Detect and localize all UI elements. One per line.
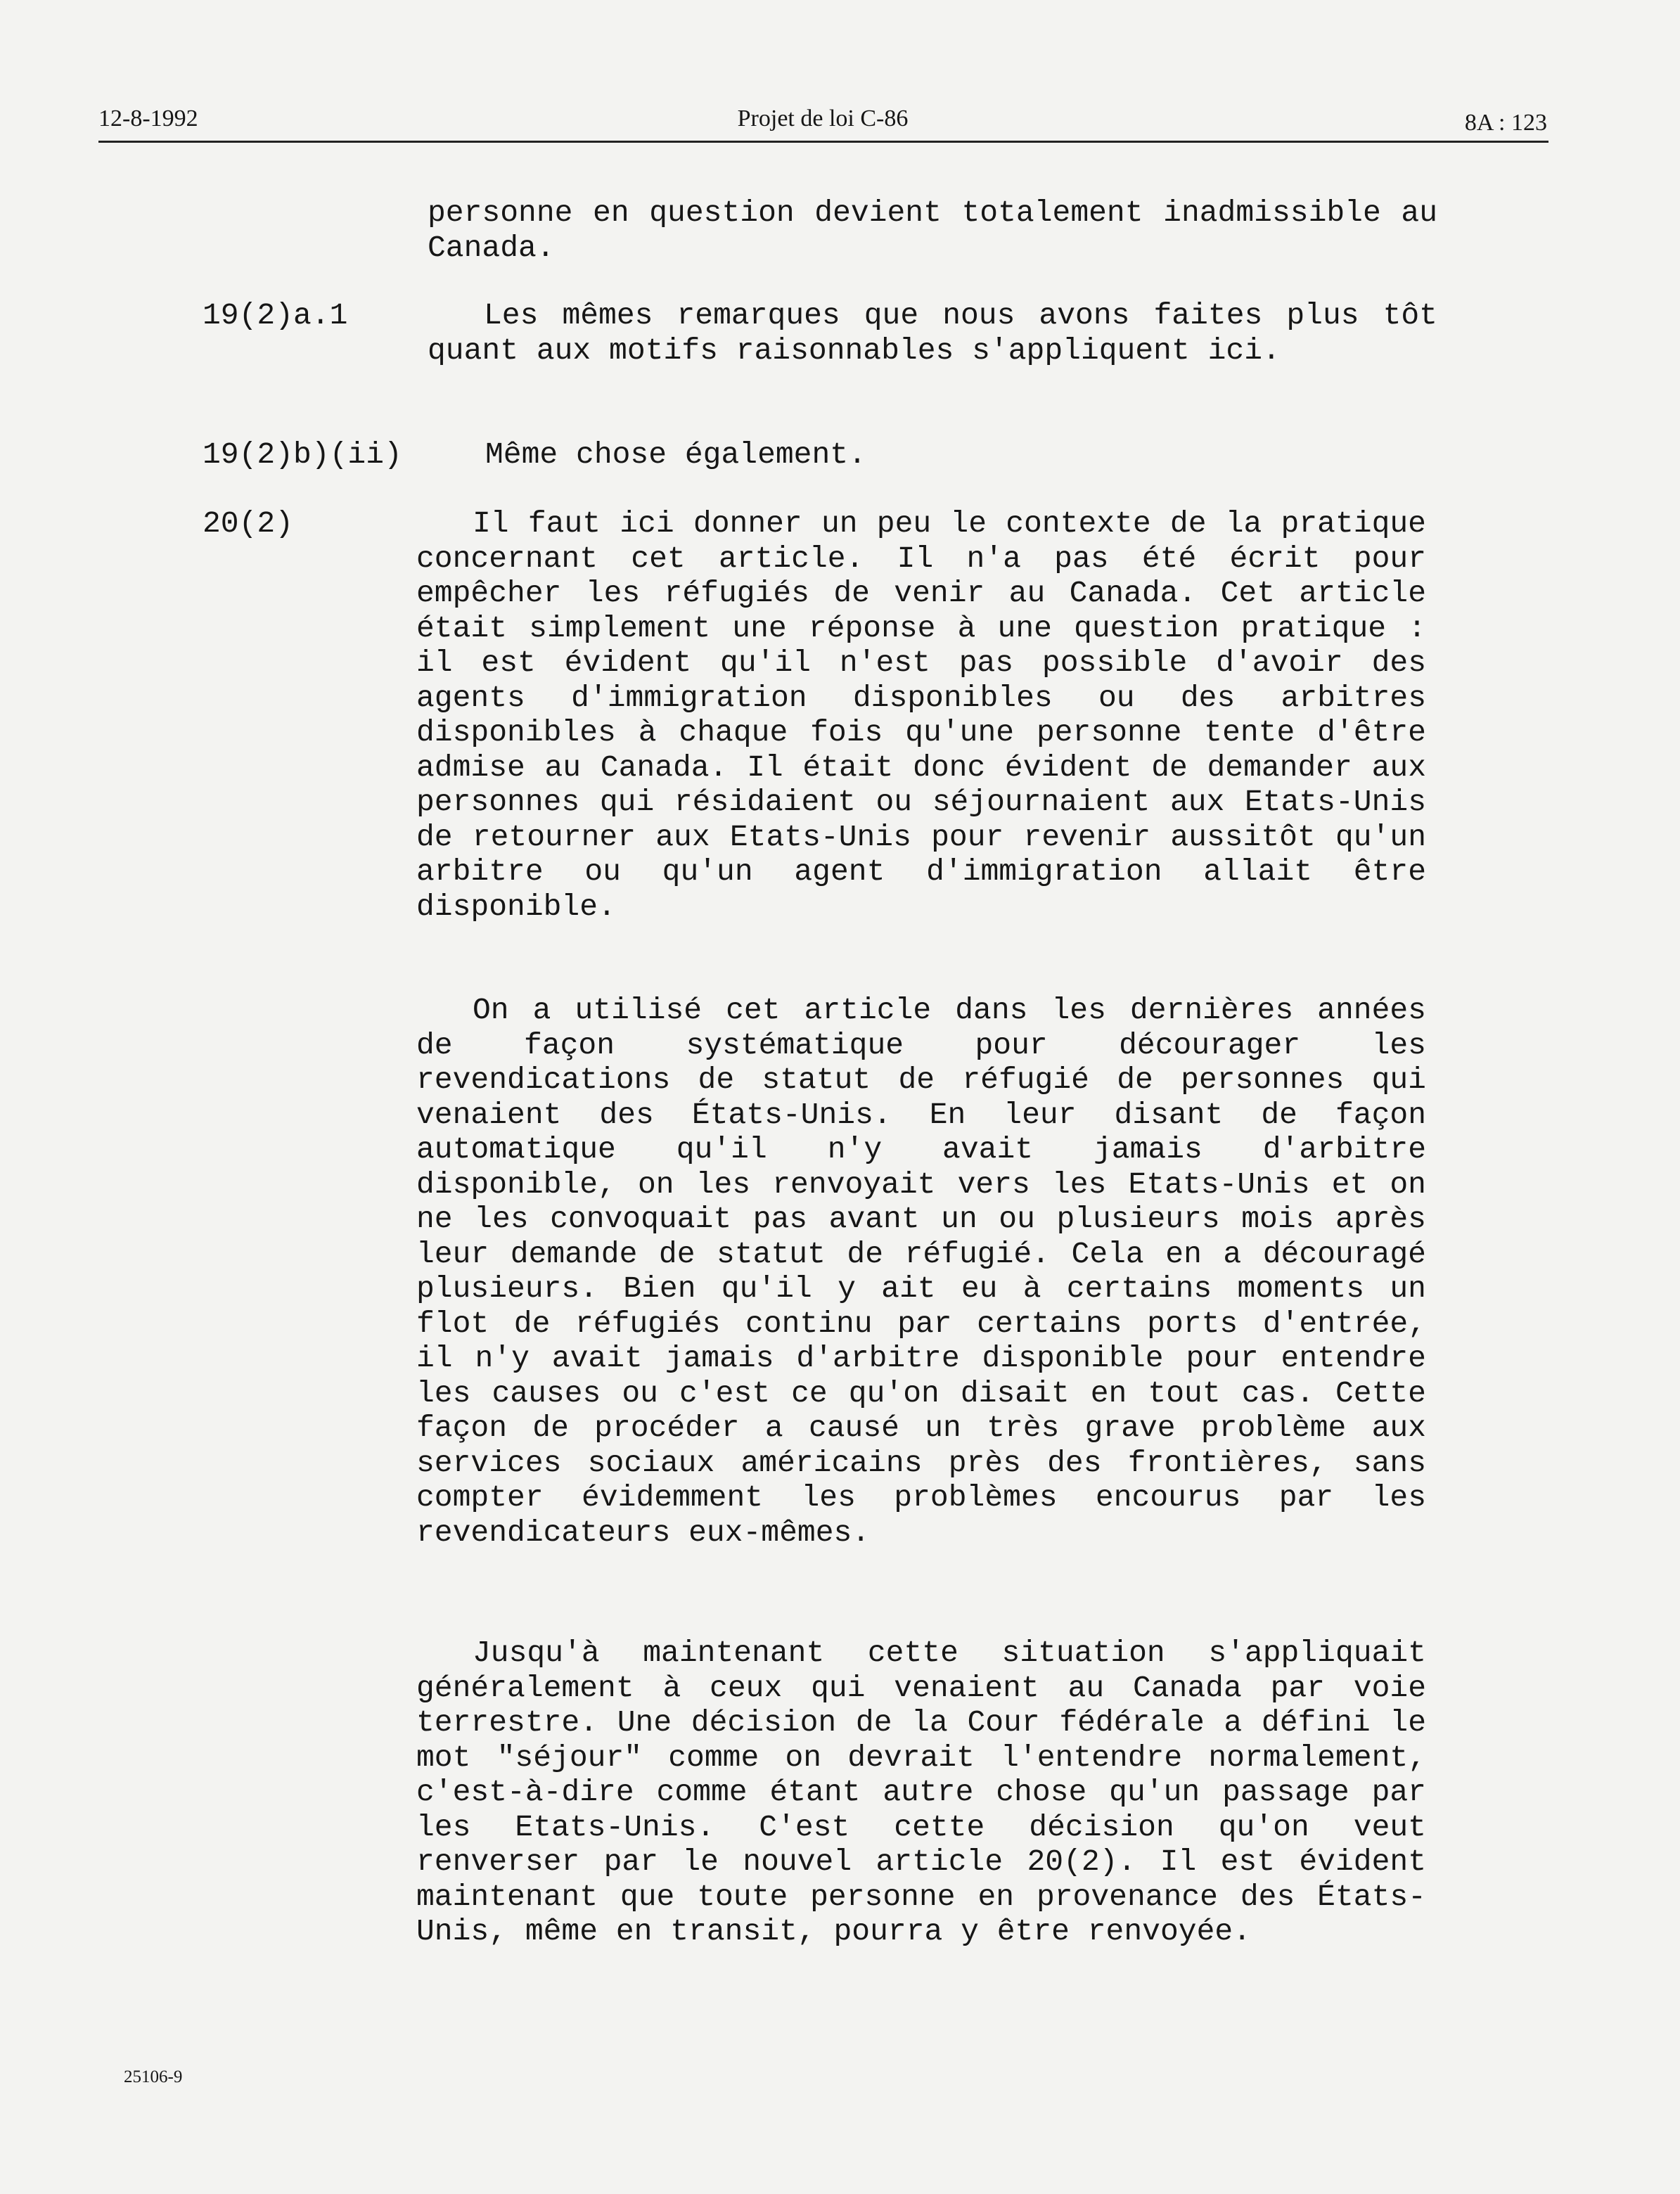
header-divider [98, 141, 1548, 143]
header-date: 12-8-1992 [98, 105, 198, 131]
header-title: Projet de loi C-86 [737, 105, 909, 131]
section-text-19-2-a1: Les mêmes remarques que nous avons faites plus tôt quant aux motifs raisonnables s'appliquent ici. [428, 298, 1437, 368]
footer-code: 25106-9 [124, 2067, 183, 2086]
section-label-19-2-a1: 19(2)a.1 [203, 298, 348, 333]
header-page-ref: 8A : 123 [1464, 110, 1547, 136]
continuation-paragraph: personne en question devient totalement inadmissible au Canada. [428, 195, 1437, 265]
section-20-2-paragraph-1: Il faut ici donner un peu le contexte de la pratique concernant cet article. Il n'a pas été écrit pour empêcher les réfugiés de venir au Canada. Cet article était simplement une réponse à une question pratique : il est évident qu'il n'est pas possible d'avoir des agents d'immigration disponibles ou des arbitres disponibles à chaque fois qu'une personne tente d'être admise au Canada. Il était donc évident de demander aux personnes qui résidaient ou séjournaient aux Etats-Unis de retourner aux Etats-Unis pour revenir aussitôt qu'un arbitre ou qu'un agent d'immigration allait être disponible. [416, 506, 1426, 924]
section-20-2-paragraph-3: Jusqu'à maintenant cette situation s'appliquait généralement à ceux qui venaient au Canada par voie terrestre. Une décision de la Cour fédérale a défini le mot "séjour" comme on devrait l'entendre normalement, c'est-à-dire comme étant autre chose qu'un passage par les Etats-Unis. C'est cette décision qu'on veut renverser par le nouvel article 20(2). Il est évident maintenant que toute personne en provenance des États-Unis, même en transit, pourra y être renvoyée. [416, 1636, 1426, 1949]
section-text-19-2-b-ii: Même chose également. [485, 437, 866, 472]
page-header [98, 100, 1547, 142]
section-label-19-2-b-ii: 19(2)b)(ii) [203, 437, 402, 472]
section-20-2-paragraph-2: On a utilisé cet article dans les dernières années de façon systématique pour décourager les revendications de statut de réfugié de personnes qui venaient des États-Unis. En leur disant de façon automatique qu'il n'y avait jamais d'arbitre disponible, on les renvoyait vers les Etats-Unis et on ne les convoquait pas avant un ou plusieurs mois après leur demande de statut de réfugié. Cela en a découragé plusieurs. Bien qu'il y ait eu à certains moments un flot de réfugiés continu par certains ports d'entrée, il n'y avait jamais d'arbitre disponible pour entendre les causes ou c'est ce qu'on disait en tout cas. Cette façon de procéder a causé un très grave problème aux services sociaux américains près des frontières, sans compter évidemment les problèmes encourus par les revendicateurs eux-mêmes. [416, 993, 1426, 1550]
section-label-20-2: 20(2) [203, 506, 294, 541]
